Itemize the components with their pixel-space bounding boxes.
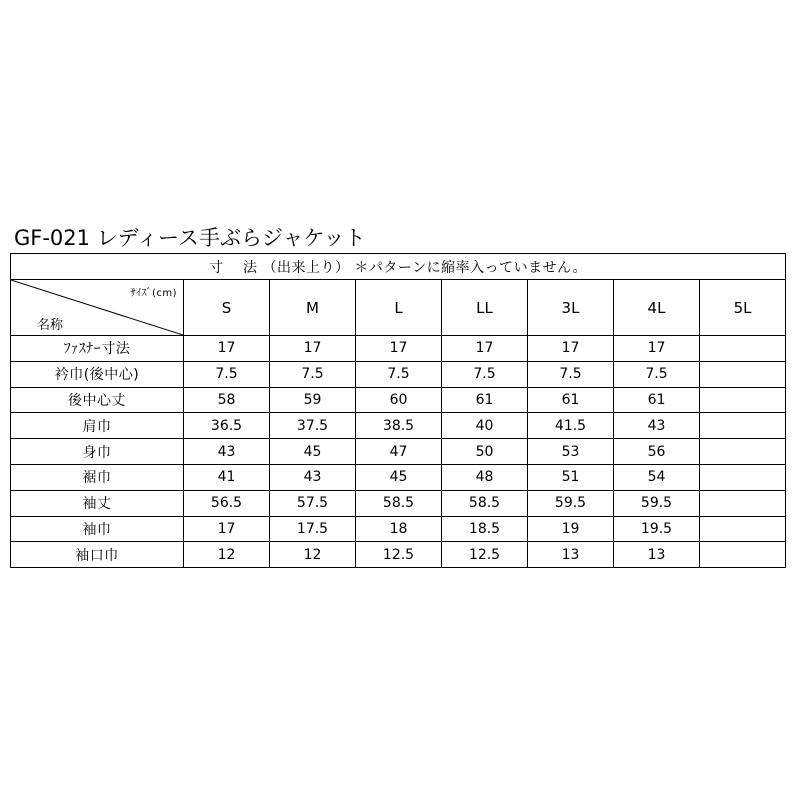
- measurement-value: 54: [614, 464, 700, 490]
- diagonal-header-cell: [11, 280, 184, 336]
- measurement-label: 身巾: [11, 439, 184, 465]
- size-header: L: [356, 280, 442, 336]
- measurement-value: 17: [184, 336, 270, 362]
- measurement-value: [700, 464, 786, 490]
- measurement-value: 18: [356, 516, 442, 542]
- measurement-value: 19.5: [614, 516, 700, 542]
- measurement-value: 57.5: [270, 490, 356, 516]
- measurement-label: 裾巾: [11, 464, 184, 490]
- measurement-value: 45: [270, 439, 356, 465]
- measurement-value: 7.5: [442, 361, 528, 387]
- measurement-value: 7.5: [184, 361, 270, 387]
- table-row: [11, 516, 786, 542]
- measurement-value: 58.5: [442, 490, 528, 516]
- measurement-value: 38.5: [356, 413, 442, 439]
- table-row: [11, 490, 786, 516]
- measurement-label: ﾌｧｽﾅｰ寸法: [11, 336, 184, 362]
- measurement-value: 60: [356, 387, 442, 413]
- size-header: 5L: [700, 280, 786, 336]
- table-row: [11, 464, 786, 490]
- measurement-value: 53: [528, 439, 614, 465]
- measurement-value: 13: [614, 542, 700, 568]
- measurement-value: 56: [614, 439, 700, 465]
- table-row: [11, 439, 786, 465]
- measurement-value: 61: [614, 387, 700, 413]
- measurement-value: [700, 490, 786, 516]
- measurement-value: 43: [614, 413, 700, 439]
- measurement-value: 37.5: [270, 413, 356, 439]
- measurement-value: [700, 413, 786, 439]
- measurement-value: 59.5: [614, 490, 700, 516]
- measurement-value: 41: [184, 464, 270, 490]
- measurement-value: 17: [614, 336, 700, 362]
- measurement-value: 43: [270, 464, 356, 490]
- measurement-value: 48: [442, 464, 528, 490]
- measurement-value: 18.5: [442, 516, 528, 542]
- measurement-value: 17: [442, 336, 528, 362]
- table-row: [11, 413, 786, 439]
- measurement-value: 59: [270, 387, 356, 413]
- measurement-value: [700, 336, 786, 362]
- measurement-label: 肩巾: [11, 413, 184, 439]
- size-header: M: [270, 280, 356, 336]
- size-unit-label: ｻｲｽﾞ(cm): [130, 288, 177, 299]
- measurement-label: 後中心丈: [11, 387, 184, 413]
- measurement-value: 40: [442, 413, 528, 439]
- size-header: 3L: [528, 280, 614, 336]
- measurement-value: [700, 387, 786, 413]
- table-row: [11, 542, 786, 568]
- measurement-value: [700, 439, 786, 465]
- measurement-value: 45: [356, 464, 442, 490]
- measurement-value: [700, 361, 786, 387]
- size-header: S: [184, 280, 270, 336]
- measurement-value: 17: [270, 336, 356, 362]
- size-header: LL: [442, 280, 528, 336]
- measurement-label: 袖巾: [11, 516, 184, 542]
- measurement-value: 58: [184, 387, 270, 413]
- table-note: 寸 法 （出来上り） ＊パターンに縮率入っていません。: [11, 254, 786, 280]
- measurement-value: 36.5: [184, 413, 270, 439]
- name-label: 名称: [37, 318, 64, 333]
- measurement-value: 41.5: [528, 413, 614, 439]
- measurement-value: 7.5: [270, 361, 356, 387]
- table-row: [11, 387, 786, 413]
- measurement-value: 12.5: [442, 542, 528, 568]
- table-row: [11, 361, 786, 387]
- header-row: [11, 280, 786, 336]
- measurement-label: 衿巾(後中心): [11, 361, 184, 387]
- size-header: 4L: [614, 280, 700, 336]
- measurement-value: 17: [184, 516, 270, 542]
- measurement-label: 袖丈: [11, 490, 184, 516]
- measurement-value: 13: [528, 542, 614, 568]
- measurement-value: 58.5: [356, 490, 442, 516]
- measurement-value: 17.5: [270, 516, 356, 542]
- note-row: [11, 254, 786, 280]
- measurement-value: 12.5: [356, 542, 442, 568]
- measurement-value: 12: [184, 542, 270, 568]
- measurement-value: [700, 542, 786, 568]
- page-title: GF-021 レディース手ぶらジャケット: [14, 226, 366, 250]
- measurement-label: 袖口巾: [11, 542, 184, 568]
- measurement-value: 19: [528, 516, 614, 542]
- measurement-value: 61: [442, 387, 528, 413]
- measurement-value: 61: [528, 387, 614, 413]
- measurement-value: 59.5: [528, 490, 614, 516]
- measurement-value: 17: [356, 336, 442, 362]
- measurement-value: 7.5: [528, 361, 614, 387]
- measurement-value: [700, 516, 786, 542]
- measurement-value: 12: [270, 542, 356, 568]
- measurement-value: 43: [184, 439, 270, 465]
- measurement-value: 7.5: [614, 361, 700, 387]
- measurement-value: 7.5: [356, 361, 442, 387]
- table-row: [11, 336, 786, 362]
- size-table: [10, 253, 786, 568]
- measurement-value: 51: [528, 464, 614, 490]
- measurement-value: 56.5: [184, 490, 270, 516]
- measurement-value: 17: [528, 336, 614, 362]
- measurement-value: 47: [356, 439, 442, 465]
- measurement-value: 50: [442, 439, 528, 465]
